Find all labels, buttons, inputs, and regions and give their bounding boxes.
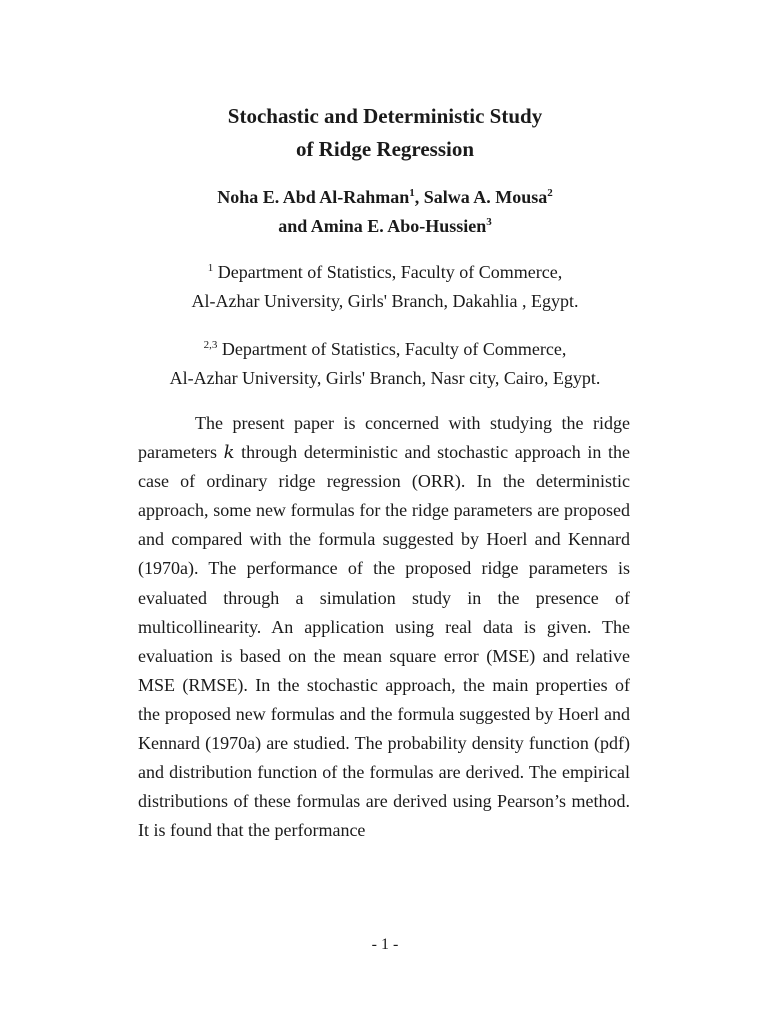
affiliation-line-2: Al-Azhar University, Girls' Branch, Nasr city, Cairo, Egypt.: [169, 368, 601, 388]
affiliation-mark: 2,3: [203, 339, 218, 351]
title-line-1: Stochastic and Deterministic Study: [227, 104, 543, 128]
abstract-text: through deterministic and stochastic approach in the case of ordinary ridge regression (ORR). In the deterministic approach, some new formulas for the ridge parameters are proposed and compared with the formula suggested by Hoerl and Kennard (1970a). The performance of the proposed ridge parameters is evaluated through a simulation study in the presence of multicollinearity. An application using real data is given. The evaluation is based on the mean square error (MSE) and relative MSE (RMSE). In the stochastic approach, the main properties of the proposed new formulas and the formula suggested by Hoerl and Kennard (1970a) are studied. The probability density function (pdf) and distribution function of the formulas are derived. The empirical distributions of these formulas are derived using Pearson’s method. It is found that the performance: [138, 442, 631, 841]
author-list: [0, 183, 770, 241]
author-affiliation-mark: 3: [486, 216, 492, 228]
affiliation: [0, 335, 770, 393]
page-number: - 1 -: [371, 936, 399, 953]
math-symbol-k: k: [223, 442, 235, 464]
affiliation: [0, 258, 770, 316]
affiliation-line-1: [0, 335, 770, 364]
affiliation-line-1: [0, 258, 770, 287]
authors-line-2: [0, 212, 770, 241]
author-affiliation-mark: 2: [547, 187, 553, 199]
affiliation-department: Department of Statistics, Faculty of Commerce,: [213, 262, 563, 282]
author-separator: ,: [414, 187, 424, 207]
paper-title: [0, 100, 770, 166]
authors-line-1: [0, 183, 770, 212]
author-name: Amina E. Abo-Hussien: [310, 216, 487, 236]
abstract-text: The present paper is concerned with studying the ridge parameters: [138, 413, 630, 463]
author-name: Salwa A. Mousa: [423, 187, 548, 207]
author-conjunction: and: [278, 216, 311, 236]
affiliation-line-2: Al-Azhar University, Girls' Branch, Dakahlia , Egypt.: [191, 291, 579, 311]
author-name: Noha E. Abd Al-Rahman: [217, 187, 410, 207]
affiliation-department: Department of Statistics, Faculty of Commerce,: [217, 339, 567, 359]
abstract-paragraph: [138, 409, 630, 845]
title-line-2: of Ridge Regression: [295, 137, 475, 161]
author-affiliation-mark: 1: [409, 187, 415, 199]
affiliation-mark: 1: [207, 262, 214, 274]
